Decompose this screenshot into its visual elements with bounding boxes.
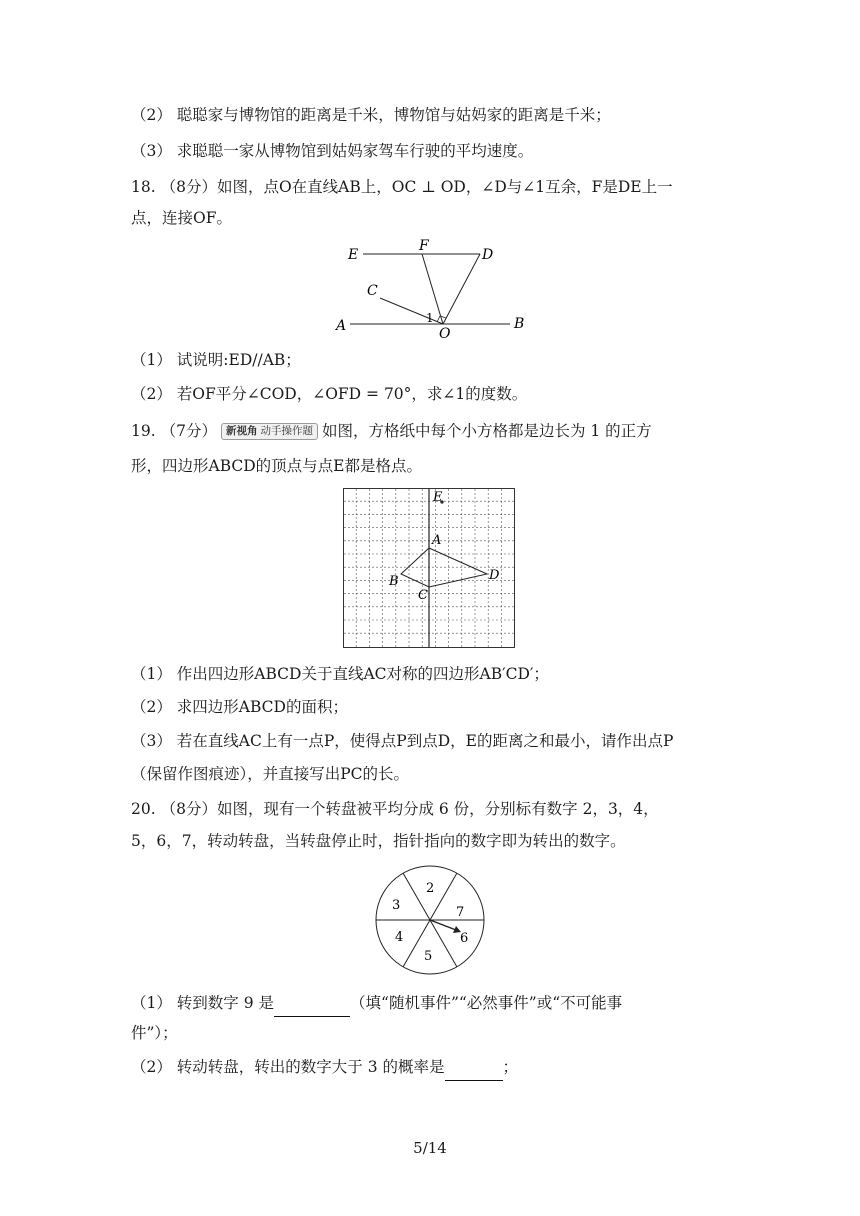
q19-number: 19. （7分） [131,422,217,440]
label-B: B [389,574,399,589]
q17-part3: （3） 求聪聪一家从博物馆到姑妈家驾车行驶的平均速度。 [131,142,534,160]
divider-bottom-right [430,920,457,967]
sector-label: 3 [392,898,401,913]
q19-stem-line2: 形，四边形ABCD的顶点与点E都是格点。 [131,457,422,475]
label-O: O [439,326,451,342]
q19-part2: （2） 求四边形ABCD的面积； [131,698,348,716]
q20-spinner-figure [370,866,490,976]
new-perspective-badge: 新视角 动手操作题 [221,423,318,440]
q18-stem-line1: 18. （8分）如图，点O在直线AB上，OC ⊥ OD，∠D与∠1互余，F是DE上一 [131,178,673,196]
label-B: B [514,316,525,332]
sector-label: 7 [456,905,465,920]
q19-stem-line1 [131,420,652,442]
label-E: E [348,247,359,263]
sector-label: 4 [395,930,404,945]
label-D: D [489,568,500,583]
q18-figure [330,240,530,340]
sector-label: 6 [460,931,469,946]
sector-label: 5 [424,949,433,964]
page-number: 5/14 [413,1139,447,1157]
q20-stem-line2: 5，6，7，转动转盘，当转盘停止时，指针指向的数字即为转出的数字。 [131,832,626,850]
label-C: C [418,588,428,603]
q20-part1-line1: （1） 转到数字 9 是 （填“随机事件”“必然事件”或“不可能事 [131,992,622,1017]
q18-part1: （1） 试说明:ED//AB； [131,351,301,369]
q19-grid-figure [343,488,515,648]
label-A: A [336,318,347,334]
answer-blank-2[interactable] [445,1058,503,1081]
q17-part2: （2） 聪聪家与博物馆的距离是千米，博物馆与姑妈家的距离是千米； [131,106,611,124]
label-D: D [482,247,494,263]
q19-part1: （1） 作出四边形ABCD关于直线AC对称的四边形AB′CD′； [131,665,549,683]
answer-blank-1[interactable] [274,994,350,1017]
label-F: F [419,238,429,254]
segment-OD [443,254,480,324]
q18-part2: （2） 若OF平分∠COD，∠OFD = 70°，求∠1的度数。 [131,385,528,403]
q19-stem-text: 如图，方格纸中每个小方格都是边长为 1 的正方 [321,422,652,440]
label-angle-1: 1 [426,311,434,325]
q19-part3-line1: （3） 若在直线AC上有一点P，使得点P到点D，E的距离之和最小，请作出点P [131,732,674,750]
pointer [430,920,456,930]
q20-part2: （2） 转动转盘，转出的数字大于 3 的概率是 ； [131,1056,518,1081]
q20-part1-line2: 件”）； [131,1024,178,1042]
q19-part3-line2: （保留作图痕迹），并直接写出PC的长。 [131,765,410,783]
sector-label: 2 [426,881,435,896]
label-C: C [367,283,378,299]
q18-stem-line2: 点，连接OF。 [131,209,232,227]
label-A: A [432,533,442,548]
q20-stem-line1: 20. （8分）如图，现有一个转盘被平均分成 6 份，分别标有数字 2，3，4， [131,800,659,818]
label-E: E [433,490,443,505]
